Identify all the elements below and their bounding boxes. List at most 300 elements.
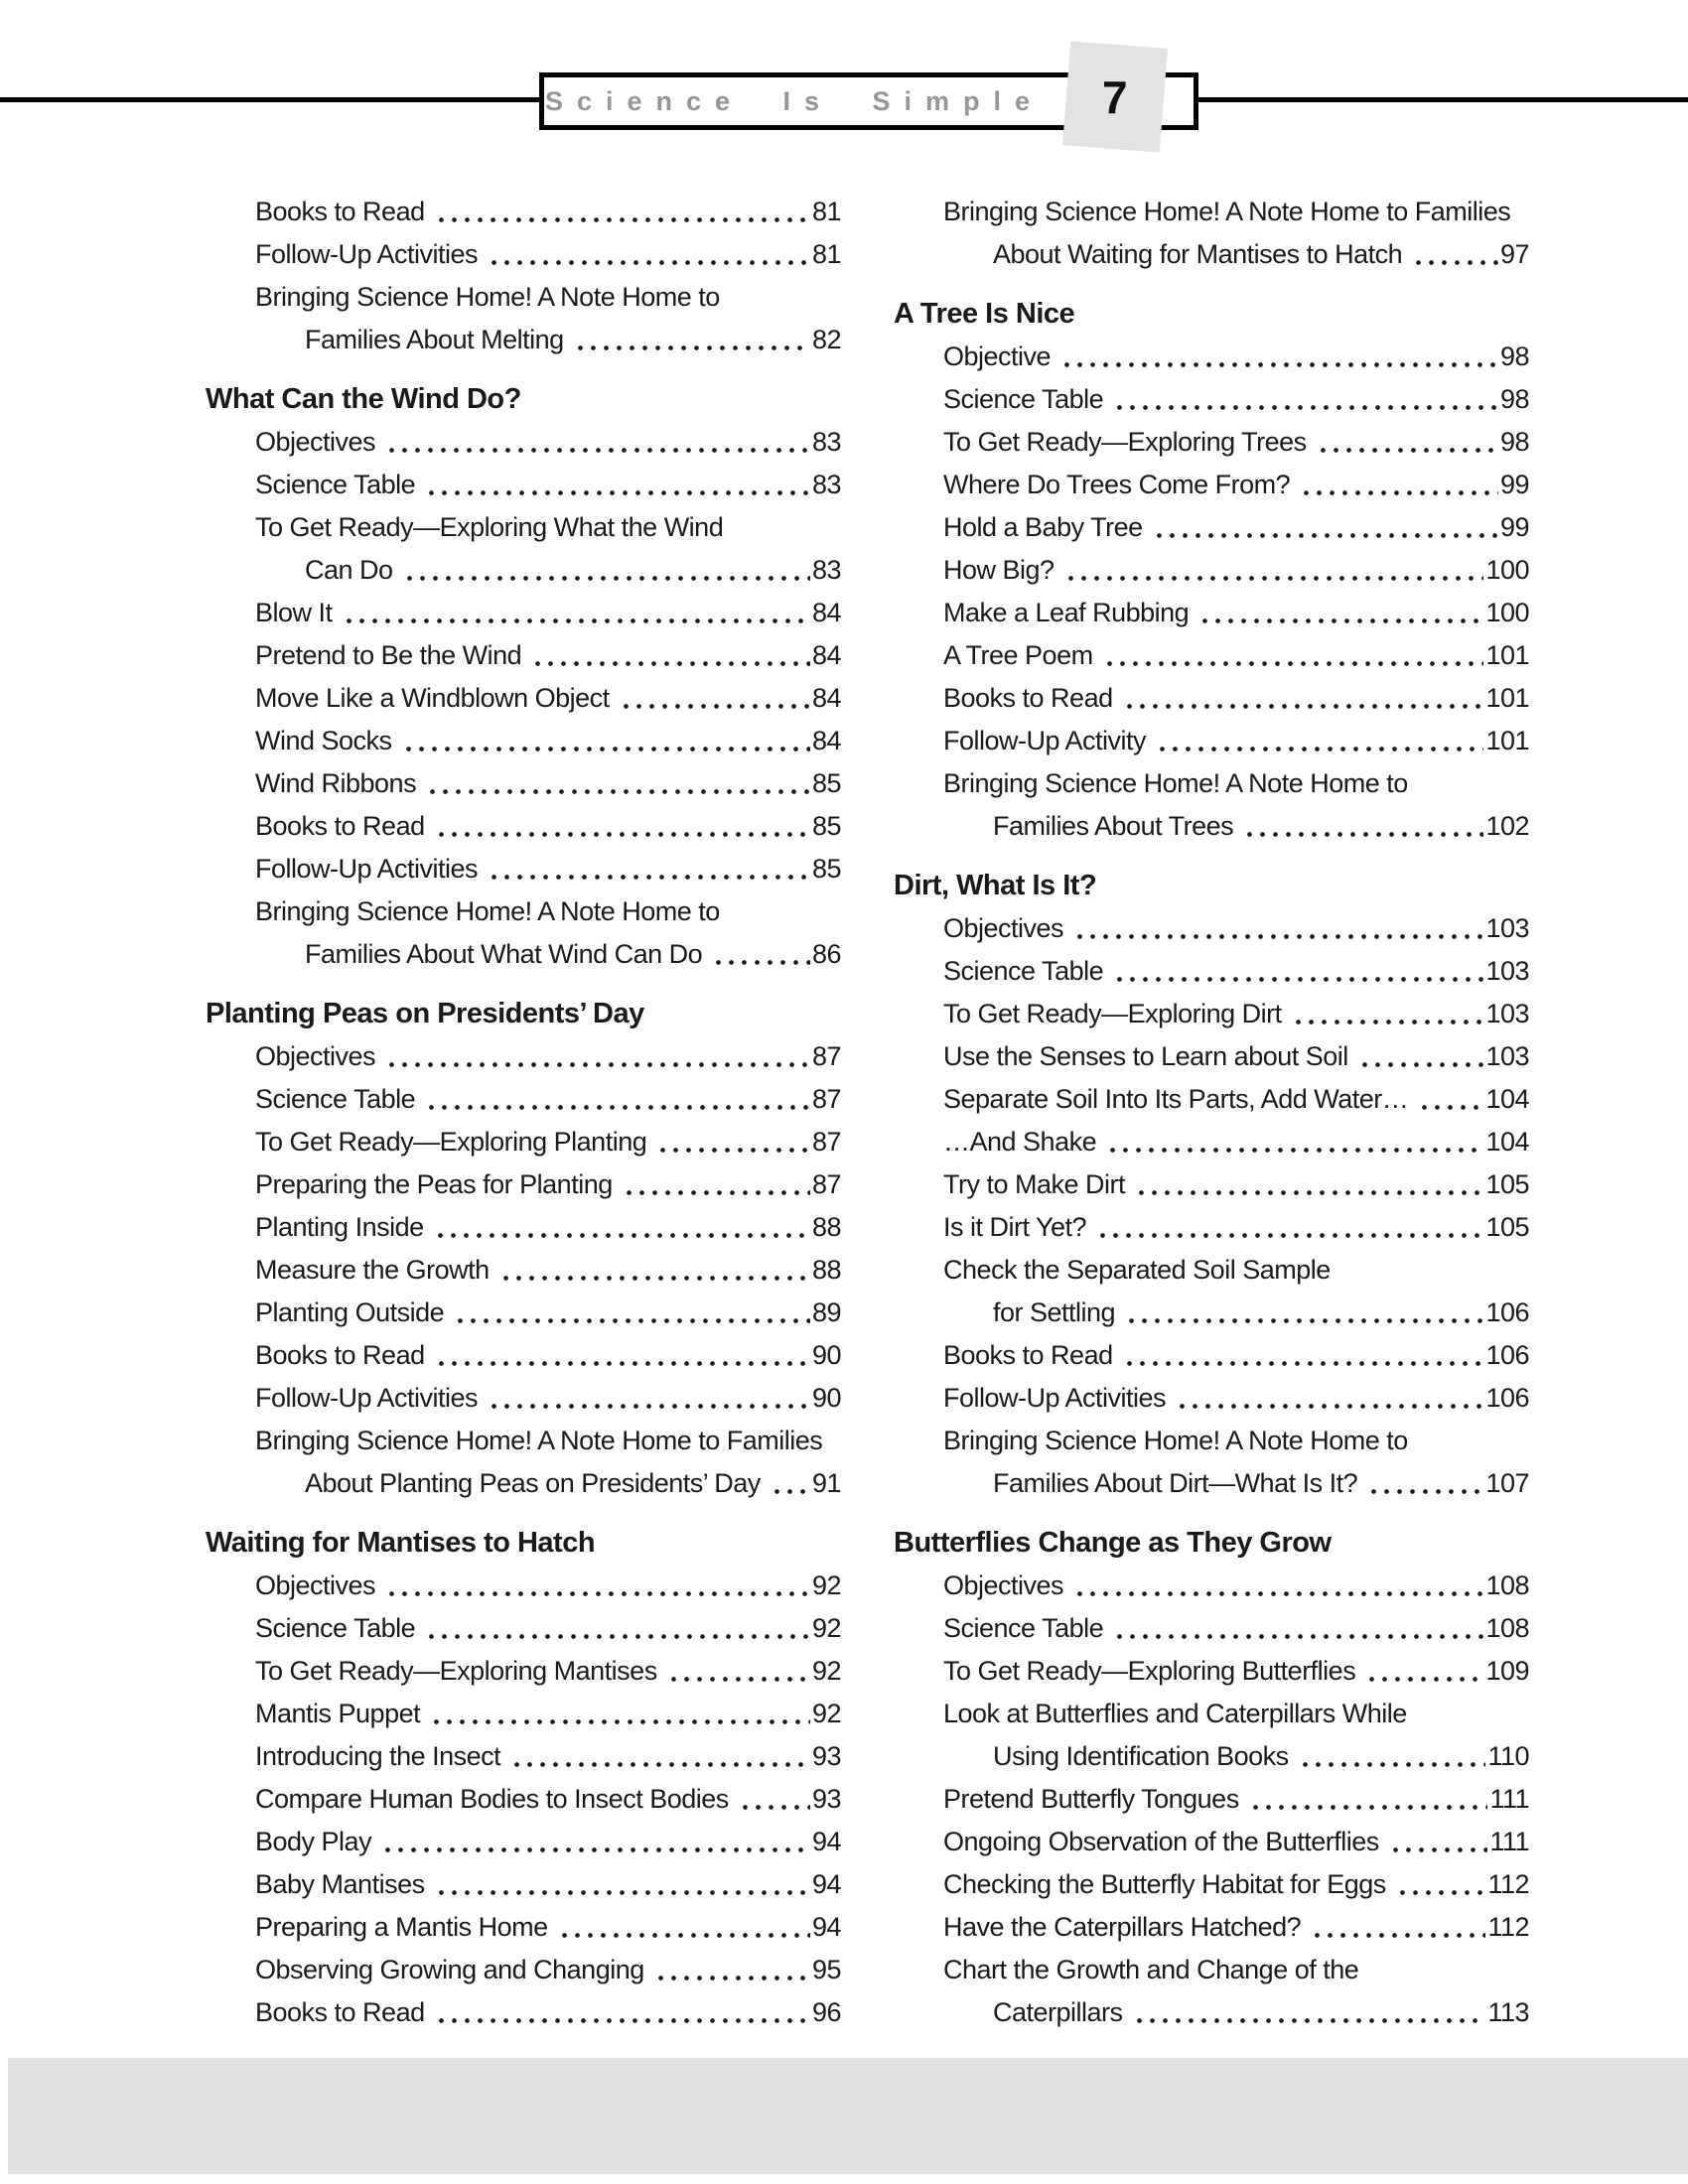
toc-column-1 [206, 191, 841, 2034]
toc-entry [894, 506, 1529, 549]
entry-title: Can Do [305, 555, 393, 585]
entry-page-number: 98 [1499, 341, 1529, 371]
entry-page-number: 112 [1487, 1869, 1529, 1899]
toc-entry [894, 950, 1529, 993]
entry-title: Science Table [943, 384, 1104, 414]
toc-entry [894, 464, 1529, 506]
entry-page-number: 82 [811, 325, 841, 354]
toc-entry [206, 1565, 841, 1607]
entry-page-number: 100 [1485, 598, 1529, 627]
toc-entry [894, 336, 1529, 378]
dot-leader [1198, 592, 1483, 634]
entry-title: To Get Ready—Exploring Planting [255, 1127, 647, 1157]
dot-leader [1299, 1735, 1486, 1778]
dot-leader [343, 592, 810, 634]
entry-title: Bringing Science Home! A Note Home to Families [943, 197, 1511, 226]
dot-leader [488, 233, 810, 276]
dot-leader [454, 1292, 810, 1334]
dot-leader [1389, 1821, 1488, 1863]
toc-entry [206, 1735, 841, 1778]
toc-entry [206, 549, 841, 592]
entry-title: Preparing the Peas for Planting [255, 1169, 613, 1199]
entry-title: Observing Growing and Changing [255, 1955, 644, 1984]
toc-entry [206, 848, 841, 890]
entry-title: Hold a Baby Tree [943, 512, 1143, 542]
toc-entry [894, 1334, 1529, 1377]
dot-leader [425, 464, 810, 506]
dot-leader [1073, 1565, 1483, 1607]
entry-title: Mantis Puppet [255, 1699, 421, 1728]
toc-entry [206, 890, 841, 933]
dot-leader [435, 1991, 810, 2034]
entry-page-number: 106 [1485, 1383, 1529, 1413]
entry-title: Check the Separated Soil Sample [943, 1255, 1331, 1285]
entry-page-number: 103 [1485, 913, 1529, 943]
toc-entry [894, 1121, 1529, 1163]
entry-title: Wind Ribbons [255, 768, 417, 798]
entry-title: Move Like a Windblown Object [255, 683, 610, 713]
dot-leader [771, 1462, 810, 1505]
dot-leader [499, 1249, 810, 1292]
entry-page-number: 105 [1485, 1212, 1529, 1242]
toc-entry [894, 762, 1529, 805]
entry-title: To Get Ready—Exploring Dirt [943, 999, 1282, 1028]
dot-leader [623, 1163, 810, 1206]
entry-page-number: 111 [1489, 1827, 1529, 1856]
dot-leader [425, 1607, 810, 1650]
entry-page-number: 103 [1485, 999, 1529, 1028]
entry-title: Books to Read [943, 683, 1113, 713]
dot-leader [1396, 1863, 1486, 1906]
entry-page-number: 101 [1485, 683, 1529, 713]
entry-title: Caterpillars [993, 1997, 1123, 2027]
toc-entry [206, 233, 841, 276]
entry-title: Objectives [255, 1041, 376, 1071]
toc-entry [894, 1249, 1529, 1292]
entry-title: Wind Socks [255, 726, 392, 755]
entry-page-number: 85 [811, 854, 841, 884]
dot-leader [385, 421, 810, 464]
entry-page-number: 87 [811, 1169, 841, 1199]
entry-title: for Settling [993, 1297, 1116, 1327]
entry-title: Follow-Up Activities [255, 239, 479, 269]
entry-title: Planting Outside [255, 1297, 445, 1327]
entry-title: Checking the Butterfly Habitat for Eggs [943, 1869, 1386, 1899]
toc-entry [206, 1821, 841, 1863]
entry-title: Using Identification Books [993, 1741, 1289, 1771]
book-title: Science Is Simple [544, 85, 1045, 116]
entry-title: Science Table [255, 1613, 416, 1643]
dot-leader [1103, 634, 1484, 677]
entry-title: …And Shake [943, 1127, 1097, 1157]
toc-entry [206, 276, 841, 319]
dot-leader [1073, 907, 1483, 950]
dot-leader [385, 1035, 810, 1078]
entry-page-number: 88 [811, 1255, 841, 1285]
toc-entry [894, 1863, 1529, 1906]
toc-entry [206, 762, 841, 805]
entry-page-number: 104 [1485, 1084, 1529, 1114]
dot-leader [381, 1821, 810, 1863]
entry-title: Chart the Growth and Change of the [943, 1955, 1359, 1984]
entry-title: Measure the Growth [255, 1255, 490, 1285]
dot-leader [1106, 1121, 1483, 1163]
entry-page-number: 100 [1485, 555, 1529, 585]
dot-leader [488, 1377, 810, 1420]
entry-page-number: 98 [1499, 384, 1529, 414]
dot-leader [435, 805, 810, 848]
dot-leader [656, 1121, 810, 1163]
entry-title: To Get Ready—Exploring Trees [943, 427, 1307, 457]
toc-entry [894, 1607, 1529, 1650]
toc-entry [206, 1693, 841, 1735]
dot-leader [1123, 1334, 1484, 1377]
entry-title: Books to Read [943, 1340, 1113, 1370]
entry-page-number: 93 [811, 1784, 841, 1814]
entry-title: Bringing Science Home! A Note Home to [943, 1426, 1408, 1455]
dot-leader [1358, 1035, 1484, 1078]
toc-entry [894, 1420, 1529, 1462]
entry-page-number: 105 [1485, 1169, 1529, 1199]
toc-entry [894, 421, 1529, 464]
dot-leader [425, 1078, 810, 1121]
section-heading: A Tree Is Nice [894, 298, 1075, 330]
section-heading: Butterflies Change as They Grow [894, 1527, 1332, 1559]
entry-page-number: 87 [811, 1041, 841, 1071]
dot-leader [1060, 336, 1498, 378]
entry-page-number: 87 [811, 1084, 841, 1114]
toc-entry [206, 1991, 841, 2034]
dot-leader [1412, 233, 1498, 276]
entry-title: Ongoing Observation of the Butterflies [943, 1827, 1379, 1856]
toc-entry [206, 191, 841, 233]
dot-leader [1113, 378, 1498, 421]
toc-entry [894, 720, 1529, 762]
section-heading: Waiting for Mantises to Hatch [206, 1527, 596, 1559]
entry-page-number: 103 [1485, 1041, 1529, 1071]
entry-title: Bringing Science Home! A Note Home to Families [255, 1426, 823, 1455]
toc-entry [206, 933, 841, 976]
entry-title: Bringing Science Home! A Note Home to [943, 768, 1408, 798]
dot-leader [1096, 1206, 1483, 1249]
toc-entry [206, 677, 841, 720]
entry-page-number: 92 [811, 1656, 841, 1686]
entry-title: Books to Read [255, 1340, 425, 1370]
entry-page-number: 109 [1485, 1656, 1529, 1686]
toc-entry [894, 805, 1529, 848]
toc-entry [894, 592, 1529, 634]
dot-leader [1135, 1163, 1483, 1206]
entry-title: Books to Read [255, 197, 425, 226]
entry-title: Books to Read [255, 1997, 425, 2027]
entry-page-number: 84 [811, 640, 841, 670]
entry-title: Is it Dirt Yet? [943, 1212, 1087, 1242]
toc-entry [894, 634, 1529, 677]
entry-page-number: 104 [1485, 1127, 1529, 1157]
toc-entry [894, 1377, 1529, 1420]
entry-title: Introducing the Insect [255, 1741, 501, 1771]
entry-page-number: 103 [1485, 956, 1529, 986]
entry-title: Science Table [943, 1613, 1104, 1643]
entry-title: Science Table [943, 956, 1104, 986]
entry-page-number: 113 [1487, 1997, 1529, 2027]
dot-leader [654, 1949, 810, 1991]
entry-title: Science Table [255, 470, 416, 499]
entry-title: Have the Caterpillars Hatched? [943, 1912, 1302, 1942]
entry-title: How Big? [943, 555, 1055, 585]
entry-page-number: 107 [1485, 1468, 1529, 1498]
entry-page-number: 108 [1485, 1570, 1529, 1600]
toc-entry [206, 1206, 841, 1249]
entry-title: Follow-Up Activities [255, 1383, 479, 1413]
table-of-contents [206, 191, 1529, 2034]
toc-entry [206, 319, 841, 361]
toc-entry [894, 549, 1529, 592]
entry-title: Families About Melting [305, 325, 564, 354]
dot-leader [531, 634, 810, 677]
entry-page-number: 92 [811, 1570, 841, 1600]
entry-page-number: 95 [811, 1955, 841, 1984]
entry-page-number: 83 [811, 427, 841, 457]
entry-page-number: 81 [811, 197, 841, 226]
toc-entry [206, 1778, 841, 1821]
header-rule-right [1196, 97, 1688, 102]
dot-leader [385, 1565, 810, 1607]
toc-entry [894, 993, 1529, 1035]
dot-leader [667, 1650, 810, 1693]
entry-title: Pretend to Be the Wind [255, 640, 522, 670]
toc-entry [206, 1420, 841, 1462]
dot-leader [620, 677, 810, 720]
entry-page-number: 89 [811, 1297, 841, 1327]
toc-entry [206, 1462, 841, 1505]
dot-leader [1311, 1906, 1485, 1949]
entry-title: Science Table [255, 1084, 416, 1114]
toc-entry [894, 1735, 1529, 1778]
toc-entry [206, 1906, 841, 1949]
entry-page-number: 84 [811, 683, 841, 713]
toc-entry [206, 1377, 841, 1420]
dot-leader [426, 762, 810, 805]
toc-entry [206, 1949, 841, 1991]
entry-page-number: 93 [811, 1741, 841, 1771]
entry-title: Objectives [943, 913, 1064, 943]
entry-page-number: 108 [1485, 1613, 1529, 1643]
toc-entry [894, 1693, 1529, 1735]
entry-title: Separate Soil Into Its Parts, Add Water… [943, 1084, 1409, 1114]
entry-title: About Waiting for Mantises to Hatch [993, 239, 1403, 269]
toc-entry [206, 1334, 841, 1377]
dot-leader [1292, 993, 1484, 1035]
toc-entry [206, 1650, 841, 1693]
dot-leader [1243, 805, 1483, 848]
entry-page-number: 106 [1485, 1297, 1529, 1327]
dot-leader [1153, 506, 1498, 549]
toc-entry [206, 720, 841, 762]
entry-page-number: 85 [811, 768, 841, 798]
toc-column-2 [894, 191, 1529, 2034]
entry-title: Blow It [255, 598, 333, 627]
footer-bar [8, 2058, 1688, 2174]
entry-title: Follow-Up Activities [943, 1383, 1167, 1413]
entry-title: Planting Inside [255, 1212, 424, 1242]
entry-page-number: 85 [811, 811, 841, 841]
toc-entry [894, 1650, 1529, 1693]
toc-entry [206, 1035, 841, 1078]
entry-page-number: 99 [1499, 512, 1529, 542]
entry-page-number: 99 [1499, 470, 1529, 499]
dot-leader [558, 1906, 810, 1949]
entry-page-number: 110 [1487, 1741, 1529, 1771]
dot-leader [510, 1735, 810, 1778]
entry-title: To Get Ready—Exploring Mantises [255, 1656, 657, 1686]
dot-leader [1176, 1377, 1483, 1420]
toc-entry [894, 1565, 1529, 1607]
toc-entry [894, 1462, 1529, 1505]
toc-entry [206, 1249, 841, 1292]
entry-page-number: 83 [811, 470, 841, 499]
entry-title: A Tree Poem [943, 640, 1093, 670]
entry-title: Follow-Up Activities [255, 854, 479, 884]
entry-title: Bringing Science Home! A Note Home to [255, 282, 720, 312]
toc-entry [894, 1778, 1529, 1821]
entry-page-number: 94 [811, 1912, 841, 1942]
entry-title: Objectives [255, 427, 376, 457]
dot-leader [1113, 1607, 1483, 1650]
entry-title: Objectives [943, 1570, 1064, 1600]
entry-title: Families About Trees [993, 811, 1234, 841]
dot-leader [1367, 1462, 1483, 1505]
toc-entry [206, 464, 841, 506]
toc-entry [206, 1121, 841, 1163]
entry-page-number: 88 [811, 1212, 841, 1242]
toc-entry [206, 634, 841, 677]
dot-leader [1064, 549, 1484, 592]
dot-leader [488, 848, 810, 890]
entry-page-number: 112 [1487, 1912, 1529, 1942]
entry-page-number: 94 [811, 1827, 841, 1856]
entry-title: Make a Leaf Rubbing [943, 598, 1190, 627]
dot-leader [430, 1693, 810, 1735]
toc-entry [894, 1821, 1529, 1863]
entry-title: Body Play [255, 1827, 372, 1856]
page-number: 7 [1102, 70, 1128, 123]
entry-title: Compare Human Bodies to Insect Bodies [255, 1784, 729, 1814]
entry-page-number: 86 [811, 939, 841, 969]
entry-title: Look at Butterflies and Caterpillars While [943, 1699, 1407, 1728]
entry-page-number: 87 [811, 1127, 841, 1157]
page-number-tab [1062, 41, 1168, 152]
dot-leader [403, 549, 810, 592]
dot-leader [435, 1863, 810, 1906]
entry-page-number: 94 [811, 1869, 841, 1899]
entry-page-number: 98 [1499, 427, 1529, 457]
section-heading: Dirt, What Is It? [894, 870, 1097, 901]
entry-page-number: 111 [1489, 1784, 1529, 1814]
toc-entry [894, 1078, 1529, 1121]
dot-leader [1418, 1078, 1483, 1121]
toc-entry [894, 233, 1529, 276]
dot-leader [402, 720, 810, 762]
entry-title: Try to Make Dirt [943, 1169, 1126, 1199]
toc-entry [894, 1206, 1529, 1249]
entry-page-number: 83 [811, 555, 841, 585]
entry-title: Preparing a Mantis Home [255, 1912, 548, 1942]
dot-leader [1317, 421, 1498, 464]
header-rule-left [0, 97, 541, 102]
toc-entry [894, 378, 1529, 421]
entry-page-number: 84 [811, 598, 841, 627]
section-heading: Planting Peas on Presidents’ Day [206, 998, 644, 1029]
entry-title: To Get Ready—Exploring Butterflies [943, 1656, 1356, 1686]
dot-leader [435, 191, 810, 233]
toc-entry [206, 1863, 841, 1906]
toc-entry [206, 1163, 841, 1206]
dot-leader [1300, 464, 1498, 506]
toc-entry [206, 592, 841, 634]
toc-entry [206, 506, 841, 549]
entry-page-number: 81 [811, 239, 841, 269]
toc-entry [894, 1991, 1529, 2034]
entry-page-number: 101 [1485, 640, 1529, 670]
entry-page-number: 101 [1485, 726, 1529, 755]
dot-leader [739, 1778, 810, 1821]
entry-page-number: 90 [811, 1383, 841, 1413]
dot-leader [1113, 950, 1483, 993]
entry-page-number: 91 [811, 1468, 841, 1498]
toc-entry [206, 1292, 841, 1334]
dot-leader [1365, 1650, 1483, 1693]
entry-page-number: 97 [1499, 239, 1529, 269]
entry-title: Where Do Trees Come From? [943, 470, 1291, 499]
entry-page-number: 102 [1485, 811, 1529, 841]
toc-entry [894, 1906, 1529, 1949]
entry-title: Bringing Science Home! A Note Home to [255, 896, 720, 926]
entry-page-number: 84 [811, 726, 841, 755]
toc-entry [206, 421, 841, 464]
dot-leader [435, 1334, 810, 1377]
dot-leader [1123, 677, 1484, 720]
toc-entry [894, 907, 1529, 950]
entry-title: Books to Read [255, 811, 425, 841]
dot-leader [1156, 720, 1483, 762]
entry-title: Objective [943, 341, 1052, 371]
entry-page-number: 92 [811, 1699, 841, 1728]
dot-leader [434, 1206, 810, 1249]
entry-title: Baby Mantises [255, 1869, 425, 1899]
dot-leader [1133, 1991, 1486, 2034]
toc-entry [206, 1607, 841, 1650]
entry-title: To Get Ready—Exploring What the Wind [255, 512, 724, 542]
dot-leader [1125, 1292, 1483, 1334]
toc-entry [894, 1292, 1529, 1334]
toc-entry [894, 1035, 1529, 1078]
entry-title: Use the Senses to Learn about Soil [943, 1041, 1348, 1071]
toc-entry [894, 677, 1529, 720]
entry-page-number: 90 [811, 1340, 841, 1370]
toc-entry [894, 1949, 1529, 1991]
toc-entry [206, 1078, 841, 1121]
entry-page-number: 96 [811, 1997, 841, 2027]
entry-title: Objectives [255, 1570, 376, 1600]
entry-title: Follow-Up Activity [943, 726, 1147, 755]
entry-title: Pretend Butterfly Tongues [943, 1784, 1239, 1814]
entry-title: Families About What Wind Can Do [305, 939, 703, 969]
entry-title: Families About Dirt—What Is It? [993, 1468, 1358, 1498]
dot-leader [712, 933, 810, 976]
entry-title: About Planting Peas on Presidents’ Day [305, 1468, 761, 1498]
dot-leader [1249, 1778, 1488, 1821]
